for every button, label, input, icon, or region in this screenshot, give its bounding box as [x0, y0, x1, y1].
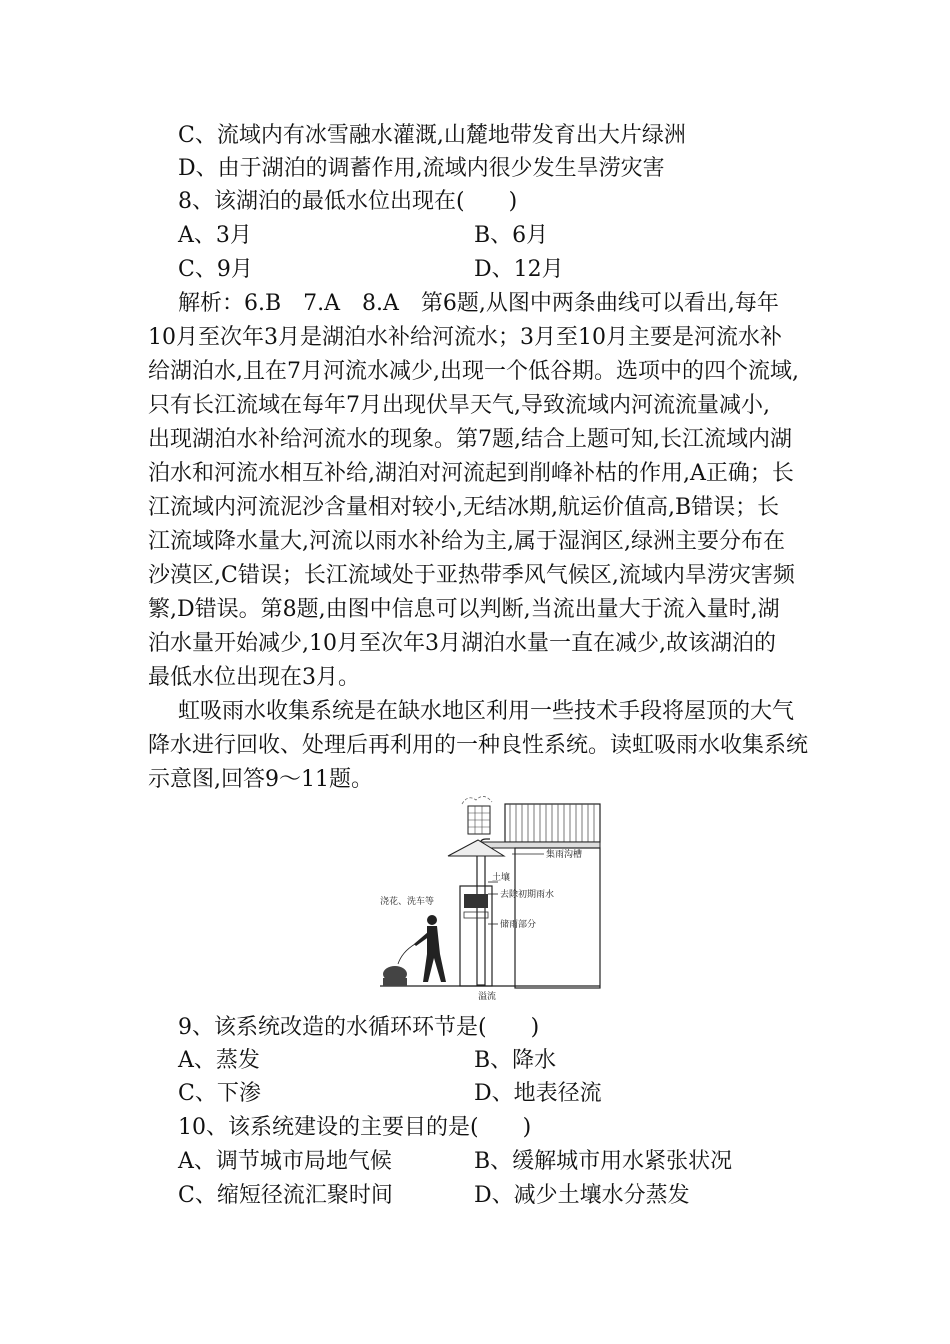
- q9-option-b: B、降水: [474, 1048, 557, 1073]
- analysis-line: 江流域降水量大,河流以雨水补给为主,属于湿润区,绿洲主要分布在: [148, 529, 785, 554]
- analysis-line: 沙漠区,C错误；长江流域处于亚热带季风气候区,流域内旱涝灾害频: [148, 563, 795, 588]
- q8-option-a: A、3月: [178, 223, 252, 248]
- gutter-label: 集雨沟槽: [546, 850, 583, 860]
- q9-stem: 9、该系统改造的水循环环节是( ): [178, 1015, 540, 1040]
- q10-option-b: B、缓解城市用水紧张状况: [474, 1149, 733, 1174]
- building-roof-block: [505, 804, 600, 842]
- analysis-line: 江流域内河流泥沙含量相对较小,无结冰期,航运价值高,B错误；长: [148, 495, 780, 520]
- q10-option-a: A、调节城市局地气候: [178, 1149, 392, 1174]
- flower-bush: [383, 966, 407, 986]
- analysis-line: 泊水和河流水相互补给,湖泊对河流起到削峰补枯的作用,A正确；长: [148, 461, 794, 486]
- roof-wall-hatch: [510, 804, 594, 842]
- down-pipe: [477, 845, 485, 985]
- hose: [398, 944, 415, 964]
- overflow-label: 溢流: [478, 992, 497, 1002]
- q8-option-b: B、6月: [474, 223, 549, 248]
- analysis-line: 最低水位出现在3月。: [148, 665, 360, 690]
- analysis-line: 出现湖泊水补给河流水的现象。第7题,结合上题可知,长江流域内湖: [148, 427, 792, 452]
- q7-option-c: C、流域内有冰雪融水灌溉,山麓地带发育出大片绿洲: [178, 123, 686, 148]
- q9-option-d: D、地表径流: [474, 1081, 602, 1106]
- analysis-line: 给湖泊水,且在7月河流水减少,出现一个低谷期。选项中的四个流域,: [148, 359, 799, 384]
- q8-option-d: D、12月: [474, 257, 564, 282]
- analysis-line: 繁,D错误。第8题,由图中信息可以判断,当流出量大于流入量时,湖: [148, 597, 780, 622]
- roof-gutter: [478, 842, 600, 848]
- analysis-line: 解析：6.B 7.A 8.A 第6题,从图中两条曲线可以看出,每年: [178, 291, 779, 316]
- first-rain-label: 去除初期雨水: [500, 890, 555, 900]
- analysis-line: 只有长江流域在每年7月出现伏旱天气,导致流域内河流流量减小,: [148, 393, 770, 418]
- intro-line: 示意图,回答9～11题。: [148, 767, 373, 792]
- soil-label: 土壤: [492, 873, 511, 883]
- person-watering: [414, 915, 446, 982]
- q8-option-c: C、9月: [178, 257, 253, 282]
- q10-stem: 10、该系统建设的主要目的是( ): [178, 1115, 532, 1140]
- q8-stem: 8、该湖泊的最低水位出现在( ): [178, 189, 518, 214]
- q10-option-d: D、减少土壤水分蒸发: [474, 1183, 690, 1208]
- q9-option-a: A、蒸发: [178, 1048, 260, 1073]
- intro-line: 虹吸雨水收集系统是在缺水地区利用一些技术手段将屋顶的大气: [178, 699, 795, 724]
- tank-panel: [464, 894, 488, 908]
- rainwater-system-figure: [380, 794, 610, 1006]
- analysis-line: 10月至次年3月是湖泊水补给河流水；3月至10月主要是河流水补: [148, 325, 782, 350]
- storage-label: 储雨部分: [500, 920, 537, 930]
- use-label: 浇花、洗车等: [380, 897, 435, 907]
- intro-line: 降水进行回收、处理后再利用的一种良性系统。读虹吸雨水收集系统: [148, 733, 809, 758]
- building-wall: [515, 848, 600, 988]
- rainwater-system-diagram: [380, 794, 610, 1006]
- q9-option-c: C、下渗: [178, 1081, 261, 1106]
- filter-screen-grid: [468, 806, 490, 834]
- q10-option-c: C、缩短径流汇聚时间: [178, 1183, 393, 1208]
- analysis-line: 泊水量开始减少,10月至次年3月湖泊水量一直在减少,故该湖泊的: [148, 631, 776, 656]
- q7-option-d: D、由于湖泊的调蓄作用,流域内很少发生旱涝灾害: [178, 156, 665, 181]
- rain-arrow: [462, 796, 492, 804]
